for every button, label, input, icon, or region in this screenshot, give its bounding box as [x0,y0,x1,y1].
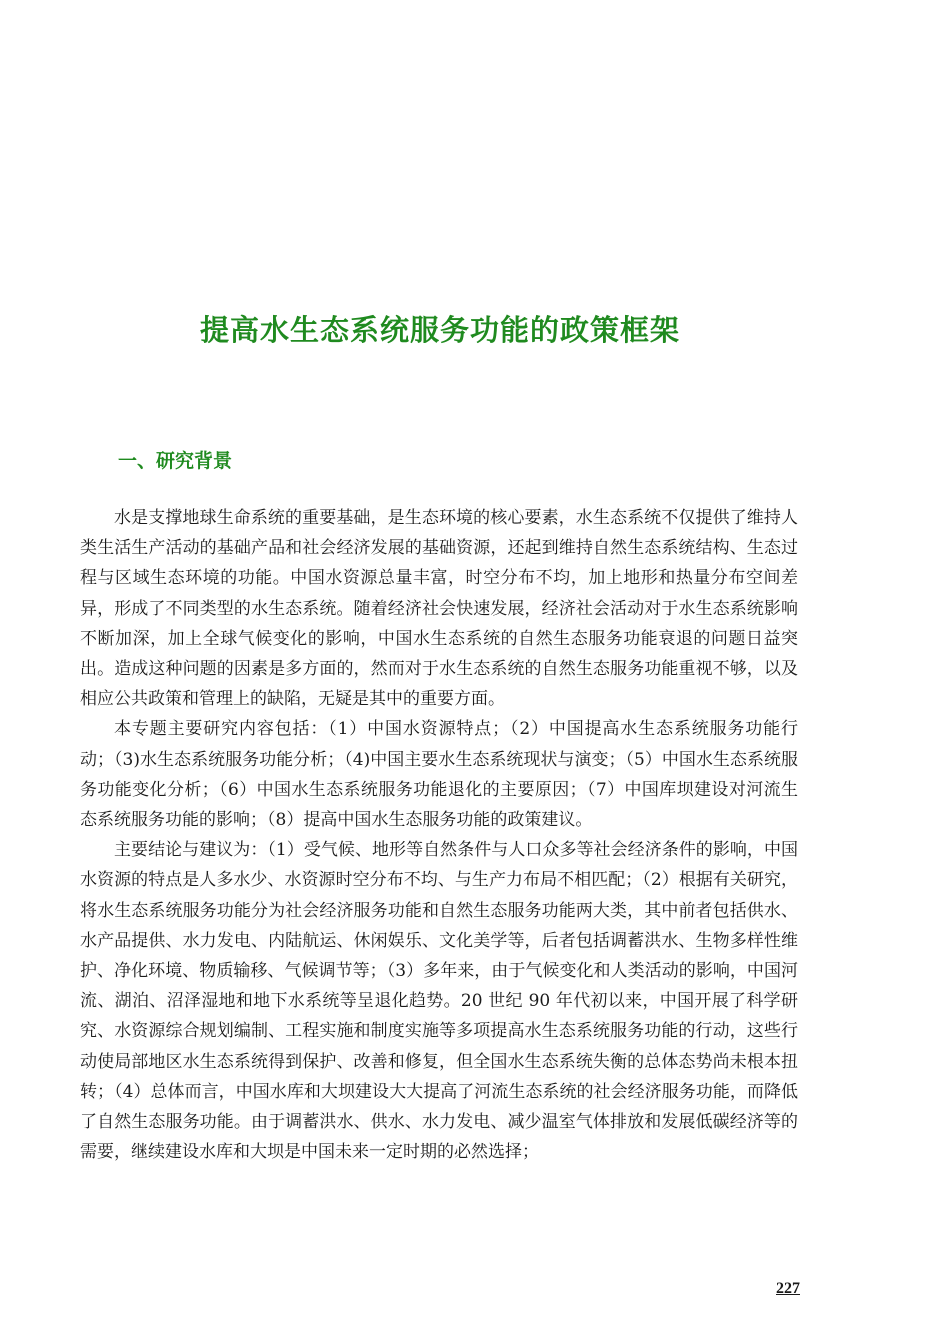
section-heading: 一、研究背景 [118,450,233,472]
body-text [80,503,798,1167]
paragraph: 水是支撑地球生命系统的重要基础，是生态环境的核心要素，水生态系统不仅提供了维持人类生活生产活动的基础产品和社会经济发展的基础资源，还起到维持自然生态系统结构、生态过程与区域生态环境的功能。中国水资源总量丰富，时空分布不均，加上地形和热量分布空间差异，形成了不同类型的水生态系统。随着经济社会快速发展，经济社会活动对于水生态系统影响不断加深，加上全球气候变化的影响，中国水生态系统的自然生态服务功能衰退的问题日益突出。造成这种问题的因素是多方面的，然而对于水生态系统的自然生态服务功能重视不够，以及相应公共政策和管理上的缺陷，无疑是其中的重要方面。 [80,508,798,710]
paragraph: 主要结论与建议为：（1）受气候、地形等自然条件与人口众多等社会经济条件的影响，中国水资源的特点是人多水少、水资源时空分布不均、与生产力布局不相匹配；（2）根据有关研究，将水生态系统服务功能分为社会经济服务功能和自然生态服务功能两大类，其中前者包括供水、水产品提供、水力发电、内陆航运、休闲娱乐、文化美学等，后者包括调蓄洪水、生物多样性维护、净化环境、物质输移、气候调节等；（3）多年来，由于气候变化和人类活动的影响，中国河流、湖泊、沼泽湿地和地下水系统等呈退化趋势。20 世纪 90 年代初以来，中国开展了科学研究、水资源综合规划编制、工程实施和制度实施等多项提高水生态系统服务功能的行动，这些行动使局部地区水生态系统得到保护、改善和修复，但全国水生态系统失衡的总体态势尚未根本扭转；（4）总体而言，中国水库和大坝建设大大提高了河流生态系统的社会经济服务功能，而降低了自然生态服务功能。由于调蓄洪水、供水、水力发电、减少温室气体排放和发展低碳经济等的需要，继续建设水库和大坝是中国未来一定时期的必然选择； [80,840,798,1163]
paragraph: 本专题主要研究内容包括：（1）中国水资源特点；（2）中国提高水生态系统服务功能行动；（3)水生态系统服务功能分析；（4)中国主要水生态系统现状与演变；（5）中国水生态系统服务功能变化分析；（6）中国水生态系统服务功能退化的主要原因；（7）中国库坝建设对河流生态系统服务功能的影响；（8）提高中国水生态服务功能的政策建议。 [80,719,798,831]
document-title: 提高水生态系统服务功能的政策框架 [199,313,680,347]
page-number: 227 [776,1280,800,1297]
